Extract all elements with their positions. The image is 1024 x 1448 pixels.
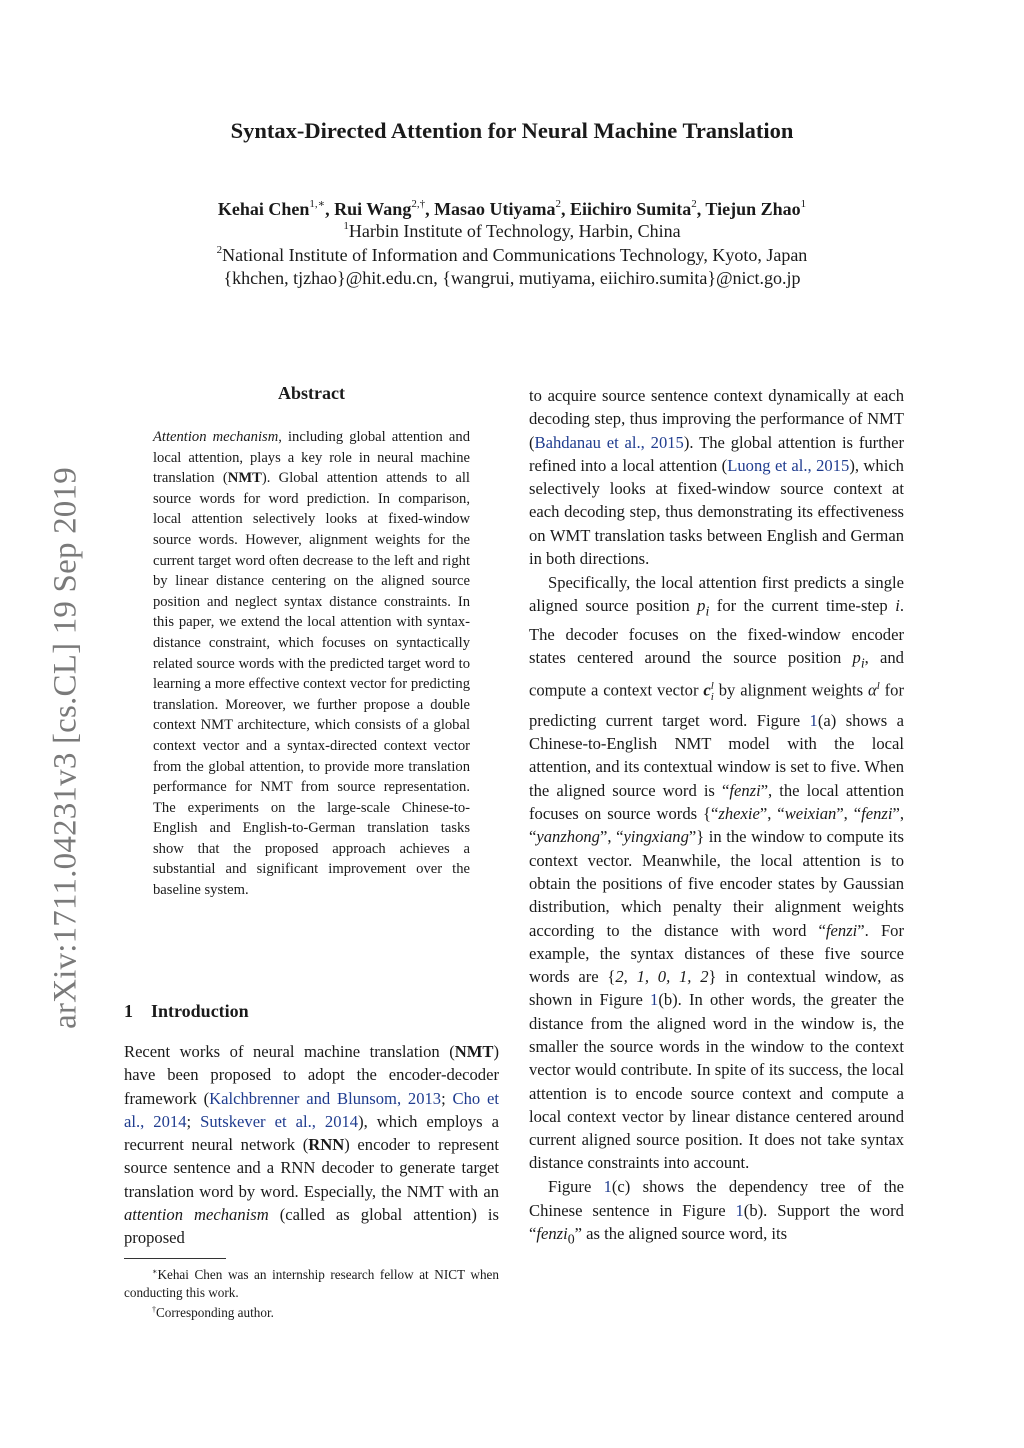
arxiv-side-stamp[interactable]: arXiv:1711.04231v3 [cs.CL] 19 Sep 2019 [47, 467, 84, 1029]
author-mark: 1,∗ [309, 198, 326, 210]
footnote-2: †Corresponding author. [152, 1305, 274, 1320]
author-mark: 2 [555, 198, 562, 210]
affiliation-1: $^1$Harbin Institute of Technology, Harbin, China [343, 220, 681, 241]
author-mark: 2,† [411, 198, 426, 210]
intro-paragraph-1-cont: to acquire source sentence context dynamically at each decoding step, thus improving the performance of NMT (Bahdanau et al., 2015). The global attention is further refined into a local attention (Luong et al., 2015), which selectively looks at fixed-window source context at each decoding step, thus demonstrating its effectiveness on WMT translation tasks between English and German in both directions. [529, 386, 905, 569]
footnote-1: ∗Kehai Chen was an internship research fellow at NICT when conducting this work. [124, 1267, 499, 1300]
author-name: Tiejun Zhao [705, 199, 801, 219]
figure-link[interactable]: 1 [650, 990, 659, 1010]
paper-title: Syntax-Directed Attention for Neural Machine Translation [230, 118, 794, 143]
figure-link[interactable]: 1 [809, 710, 818, 730]
author-name: Masao Utiyama [434, 199, 556, 219]
abstract-heading: Abstract [278, 383, 345, 403]
right-column [529, 384, 904, 1250]
abstract-body: Attention mechanism, including global attention and local attention, plays a key role in neural machine translation (NMT). Global attention attends to all source words for word prediction. In comparison, local attention selectively looks at fixed-window source words. However, alignment weights for the current target word often decrease to the left and right by linear distance centering on the aligned source position and neglect syntax distance constraints. In this paper, we extend the local attention with syntax-distance constraint, which focuses on syntactically related source words with the predicted target word to learning a more effective context vector for predicting translation. Moreover, we further propose a double context NMT architecture, which consists of a global context vector and a syntax-directed context vector from the global attention, to provide more translation performance for NMT from source representation. The experiments on the large-scale Chinese-to-English and English-to-German translation tasks show that the proposed approach achieves a substantial and significant improvement over the baseline system. [153, 429, 470, 899]
figure-link[interactable]: 1 [735, 1200, 744, 1220]
citation-link[interactable]: Kalchbrenner and Blunsom, 2013 [209, 1088, 442, 1108]
section-title: Introduction [151, 1001, 249, 1021]
author-mark: 1 [800, 198, 807, 210]
figure-link[interactable]: 1 [603, 1177, 612, 1197]
section-number: 1 [124, 1001, 133, 1021]
intro-paragraph-2: Specifically, the local attention first predicts a single aligned source position $p_i$ for the current time-step i. The decoder focuses on the fixed-window encoder states centered around the source position $p_i$, and compute a context vector $c^l_i$ by alignment weights $\alpha^l$ for predicting current target word. Figure 1(a) shows a Chinese-to-English NMT model with the local attention, and its contextual window is set to five. When the aligned source word is “fenzi”, the local attention focuses on source words {“zhexie”, “weixian”, “fenzi”, “yanzhong”, “yingxiang”} in the window to compute its context vector. Meanwhile, the local attention is to obtain the positions of five encoder states by Gaussian distribution, which penalty their alignment weights according to the distance with word “fenzi”. For example, the syntax distances of these five source words are {2, 1, 0, 1, 2} in contextual window, as shown in Figure 1(b). In other words, the greater the distance from the aligned word in the window is, the smaller the source words in the window to the context vector would contribute. In spite of its success, the local attention is to encode source context and compute a local context vector by linear distance centered around current aligned source position. It does not take syntax distance constraints into account. [529, 572, 905, 1173]
author-list: Kehai Chen$^{1,∗}$, Rui Wang$^{2,\dagger}$, Masao Utiyama$^2$, Eiichiro Sumita$^2$, Tiejun Zhao$^1$ [217, 198, 807, 219]
author-mark: 2 [691, 198, 697, 210]
section-heading-introduction [124, 1001, 249, 1022]
citation-link[interactable]: Cho et al., 2014 [124, 1088, 499, 1131]
citation-link[interactable]: Sutskever et al., 2014 [200, 1111, 359, 1131]
author-name: Eiichiro Sumita [570, 199, 692, 219]
footnotes [124, 1263, 499, 1322]
footnote-rule [124, 1258, 226, 1259]
author-emails: {khchen, tjzhao}@hit.edu.cn, {wangrui, mutiyama, eiichiro.sumita}@nict.go.jp [223, 268, 801, 288]
author-name: Kehai Chen [217, 199, 310, 219]
citation-link[interactable]: Luong et al., 2015 [727, 455, 850, 475]
author-name: Rui Wang [334, 199, 412, 219]
intro-paragraph-3: Figure 1(c) shows the dependency tree of the Chinese sentence in Figure 1(b). Support the word “fenzi$_0$” as the aligned source word, its [529, 1177, 904, 1247]
intro-paragraph-1: Recent works of neural machine translation (NMT) have been proposed to adopt the encoder-decoder framework (Kalchbrenner and Blunsom, 2013; Cho et al., 2014; Sutskever et al., 2014), which employs a recurrent neural network (RNN) encoder to represent source sentence and a RNN decoder to generate target translation word by word. Especially, the NMT with an attention mechanism (called as global attention) is proposed [124, 1042, 500, 1248]
affiliation-2: $^2$National Institute of Information and Communications Technology, Kyoto, Japan [216, 244, 808, 265]
citation-link[interactable]: Bahdanau et al., 2015 [534, 432, 684, 452]
